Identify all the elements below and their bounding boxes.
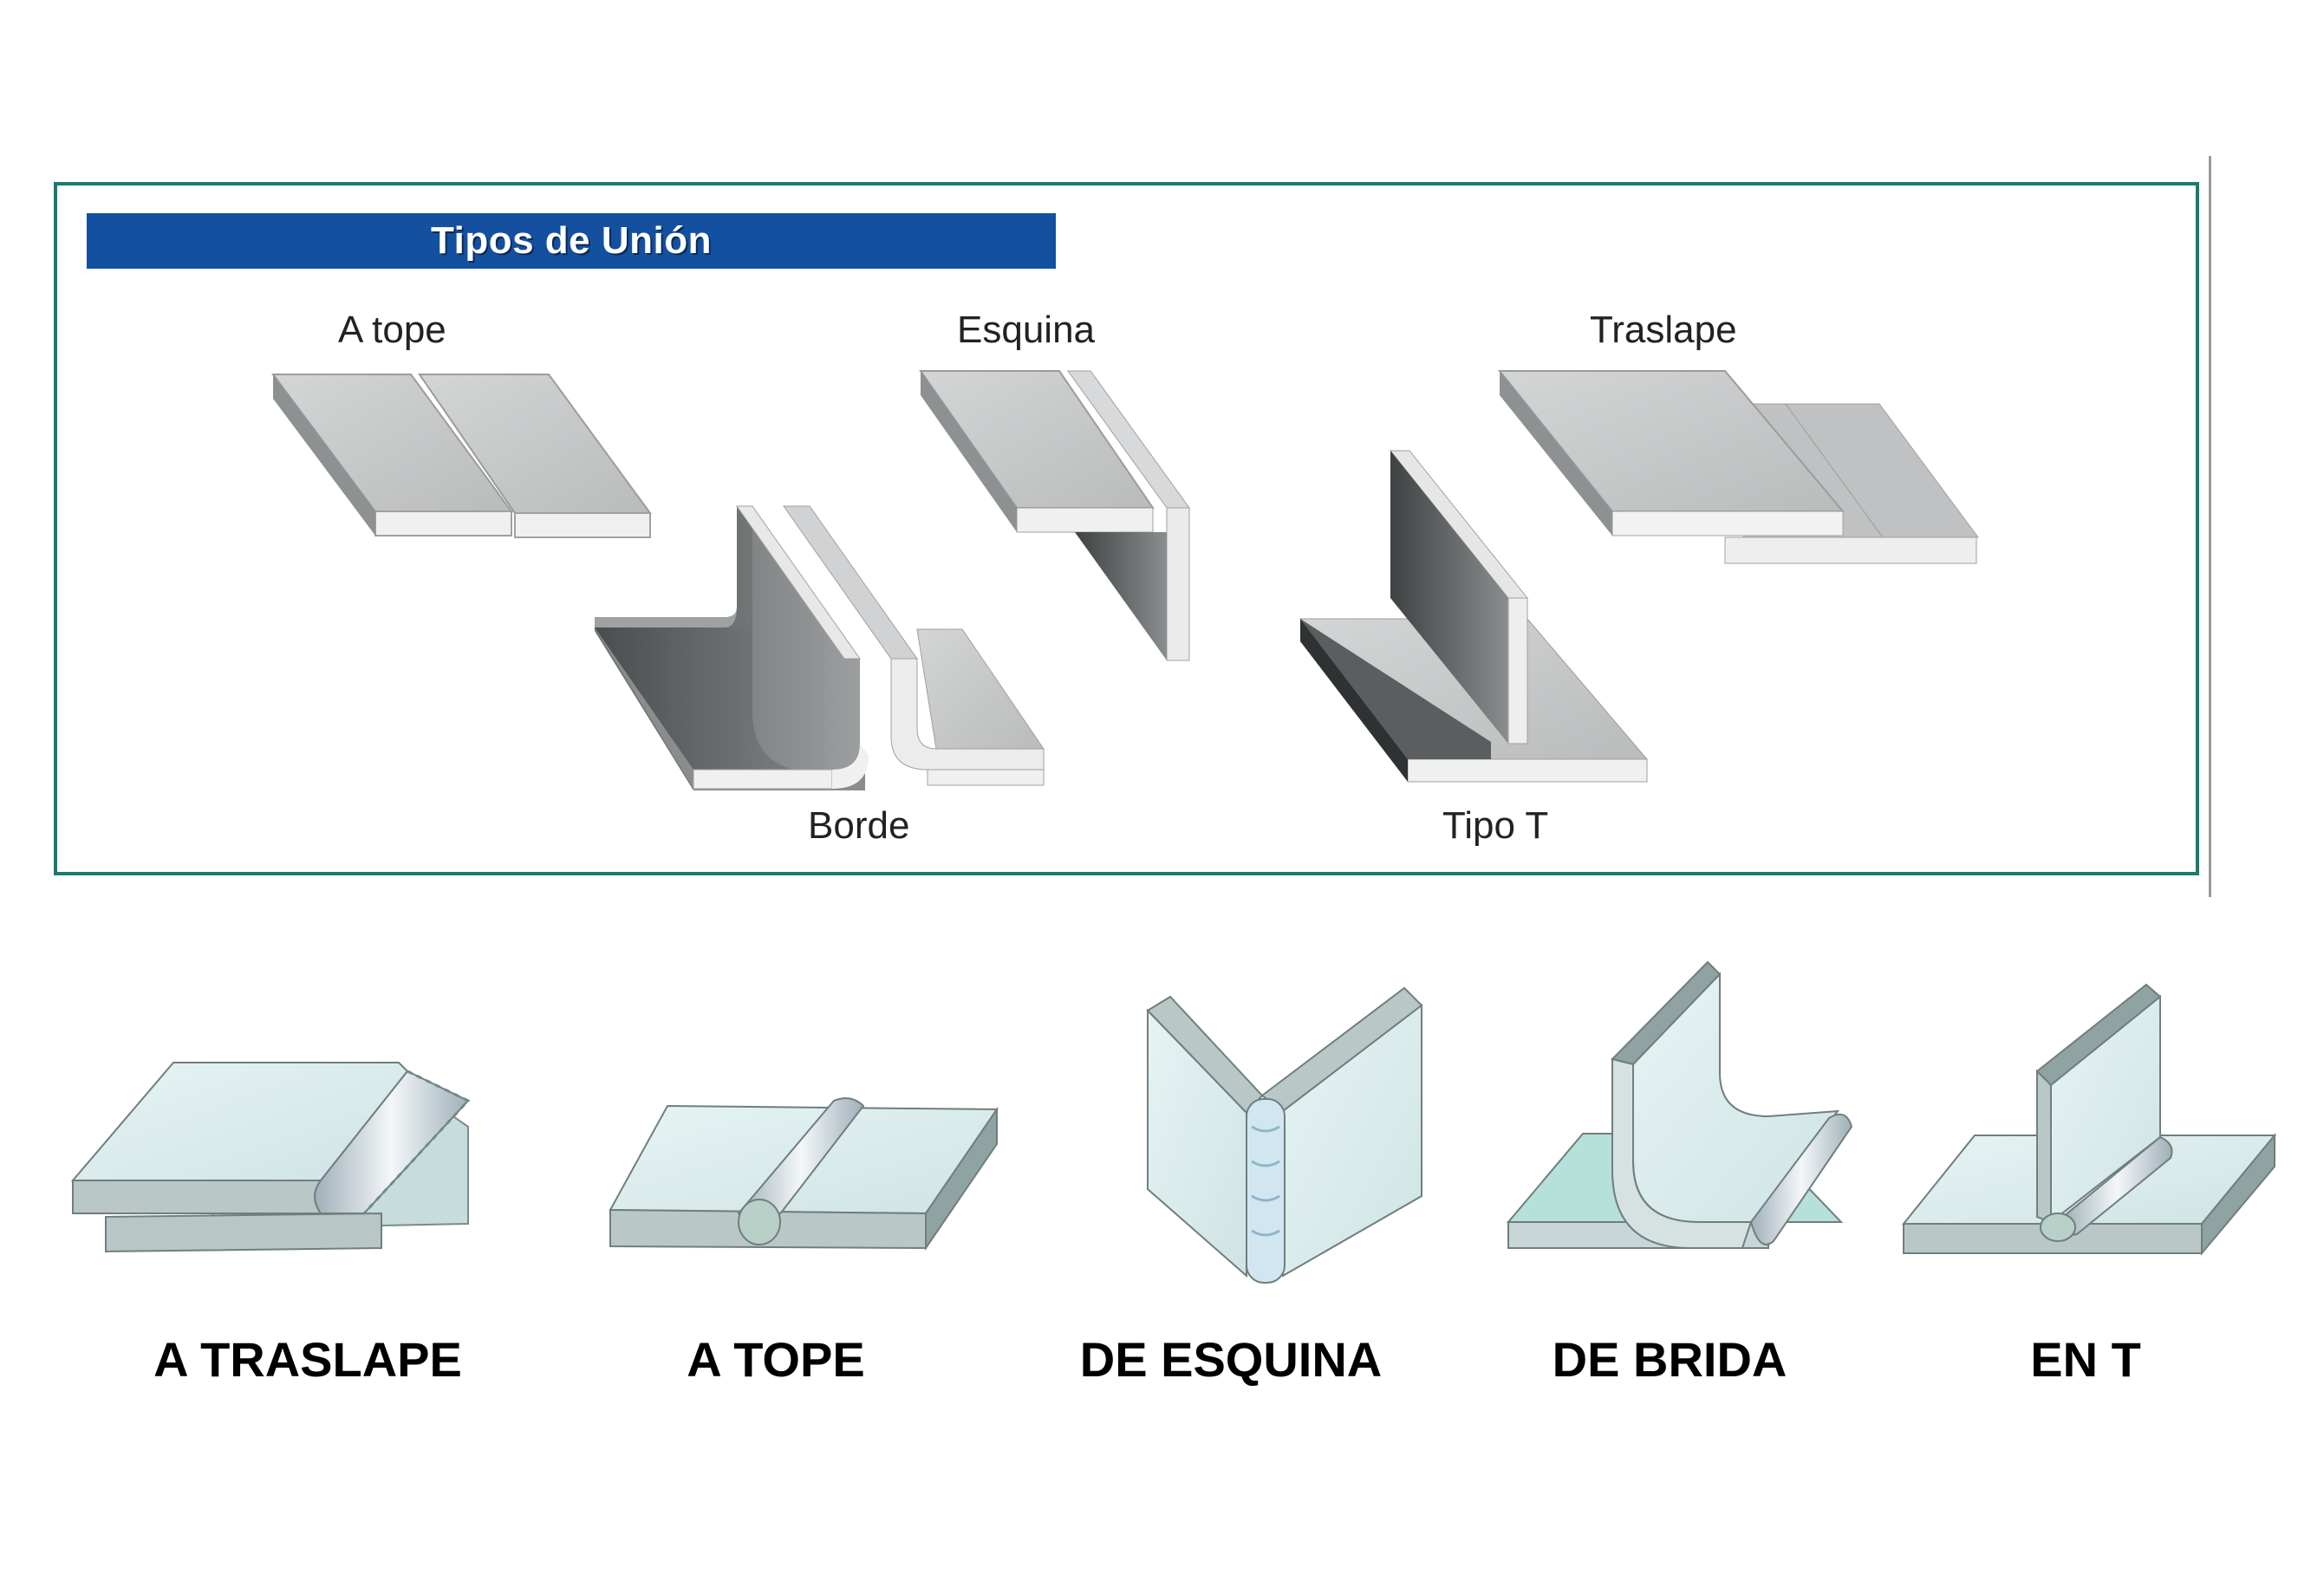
label-de-esquina: DE ESQUINA bbox=[1079, 1332, 1383, 1387]
fig-a-traslape bbox=[73, 1063, 468, 1252]
fig-a-tope-bottom bbox=[610, 1098, 997, 1248]
fig-de-esquina bbox=[1148, 988, 1422, 1283]
label-traslape: Traslape bbox=[1590, 309, 1737, 351]
fig-a-tope bbox=[273, 374, 650, 537]
label-a-traslape: A TRASLAPE bbox=[153, 1332, 462, 1387]
fig-esquina bbox=[921, 371, 1189, 660]
label-a-tope: A tope bbox=[338, 309, 446, 351]
label-esquina: Esquina bbox=[957, 309, 1096, 351]
panel-title: Tipos de Unión bbox=[431, 219, 712, 262]
label-en-t: EN T bbox=[2030, 1332, 2141, 1387]
fig-borde bbox=[595, 506, 1044, 790]
label-tipo-t: Tipo T bbox=[1442, 804, 1549, 847]
label-de-brida: DE BRIDA bbox=[1552, 1332, 1787, 1387]
fig-en-t bbox=[1904, 985, 2275, 1253]
label-a-tope-bottom: A TOPE bbox=[687, 1332, 865, 1387]
label-borde: Borde bbox=[808, 804, 910, 847]
fig-de-brida bbox=[1508, 962, 1852, 1248]
fig-traslape bbox=[1500, 371, 1978, 563]
